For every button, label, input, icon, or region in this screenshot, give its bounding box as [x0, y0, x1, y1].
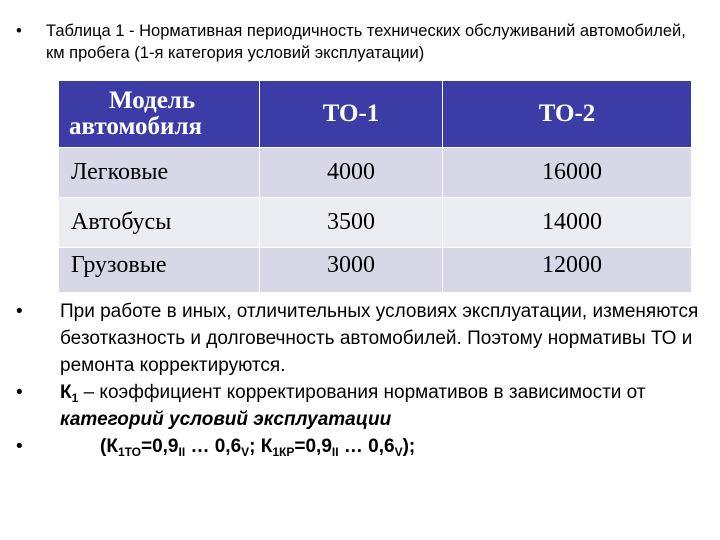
- maintenance-interval-table: [58, 80, 692, 293]
- note-emphasis: категорий условий эксплуатации: [60, 409, 392, 430]
- cell-to2: 12000: [443, 248, 692, 293]
- header-to2: ТО-2: [443, 81, 692, 148]
- table-header-row: [59, 81, 692, 148]
- note-text: При работе в иных, отличительных условиях эксплуатации, изменяются безотказность и долговечность автомобилей. Поэтому нормативы ТО и ремонта корректируются.: [60, 301, 699, 376]
- notes-list: [16, 298, 716, 460]
- note-item: [16, 298, 716, 379]
- table-row: [59, 248, 692, 293]
- cell-model: Автобусы: [59, 198, 260, 248]
- coefficient-symbol: $К_1$: [60, 382, 79, 405]
- bullet: •: [16, 436, 23, 457]
- note-item: [16, 379, 716, 433]
- cell-to1: 3000: [260, 248, 443, 293]
- cell-to1: 4000: [260, 148, 443, 198]
- caption-text: Таблица 1 - Нормативная периодичность технических обслуживаний автомобилей, км пробега (1-я категория условий эксплуатации): [46, 22, 686, 62]
- coefficient-formula: ($К_{1ТО}=0,9_{II}$ … $0,6_V$; $К_{1КР}=0,9_{II}$ … $0,6_V$);: [100, 436, 416, 459]
- table-row: [59, 148, 692, 198]
- cell-to2: 16000: [443, 148, 692, 198]
- cell-model: Грузовые: [59, 248, 260, 293]
- cell-to2: 14000: [443, 198, 692, 248]
- note-text: – коэффициент корректирования нормативов в зависимости от: [78, 382, 646, 403]
- bullet: •: [16, 382, 23, 403]
- table-row: [59, 198, 692, 248]
- cell-model: Легковые: [59, 148, 260, 198]
- header-model: Модель автомобиля: [59, 81, 260, 148]
- header-to1: ТО-1: [260, 81, 443, 148]
- note-item: [16, 433, 716, 460]
- bullet: •: [16, 22, 22, 40]
- cell-to1: 3500: [260, 198, 443, 248]
- bullet: •: [16, 301, 23, 322]
